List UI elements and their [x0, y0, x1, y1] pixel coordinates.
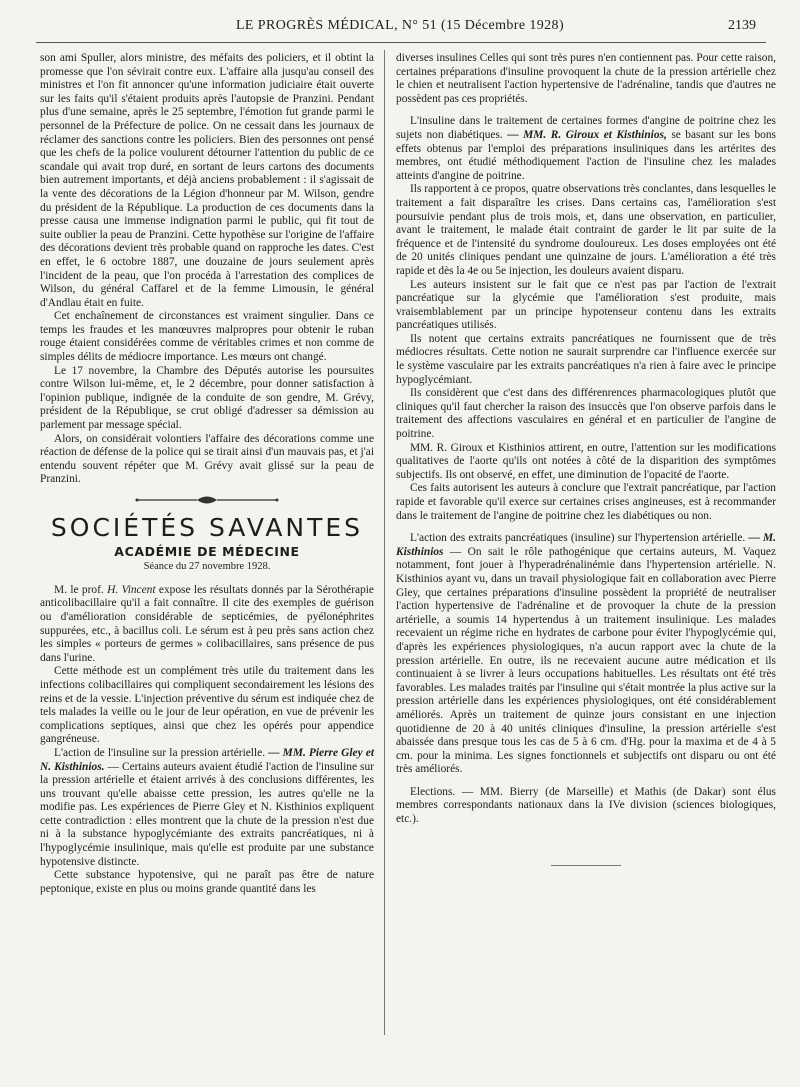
paragraph-vincent: [40, 584, 374, 666]
session-date: Séance du 27 novembre 1928.: [143, 561, 271, 573]
paragraph-body: — On sait le rôle pathogénique que certains auteurs, M. Vaquez notamment, font jouer à l'hyperadrénalinémie dans l'hypertension artérielle. N. Kisthinios ayant vu, dans un travail physiologique fait en collaboration avec Pierre Gley, que certaines préparations d'insuline possèdent la propriété de neutraliser l'action hypertensive de l'adrénaline et de provoquer la chute de la pression artérielle, a soumis 14 hypertendus à un traitement insulinique. Les malades recevaient un régime riche en hydrates de carbone pour éviter l'hypoglycémie qui, d'après les expériences physiologiques, n'a aucun rapport avec la chute de la pression artérielle. En outre, ils ne recevaient aucune autre médication et ils continuaient à se livrer à leurs occupations habituelles. Les résultats ont été très favorables. Les malades traités par l'insuline qui s'était montrée la plus active sur la pression artérielle dans les expériences physiologiques, ont été considérablement améliorés. Après un traitement de quinze jours consistant en une injection quotidienne de 20 à 40 unités cliniques d'insuline, la pression artérielle s'est abaissée dans presque tous les cas de 5 à 6 cm. d'Hg. pour la maxima et de 4 à 5 cm. pour la minima. Les signes fonctionnels et subjectifs ont disparu ou ont été très améliorés.: [396, 545, 776, 776]
author-name: H. Vincent: [107, 583, 156, 596]
paragraph: Ils rapportent à ce propos, quatre observations très conclantes, dans lesquelles le traitement a fait disparaître les crises. Dans certains cas, l'amélioration s'est poursuivie pendant plus de trois mois, et, dans une observation, en particulier, avant le traitement, le malade était contraint de garder le lit par suite de la fréquence et de l'intensité du syndrome douloureux. Les doses employées ont été de 20 unités cliniques pendant une quinzaine de jours. L'amélioration a été très rapide et dès la 4e ou 5e injection, les douleurs avaient disparu.: [396, 183, 776, 277]
paragraph: MM. R. Giroux et Kisthinios attirent, en outre, l'attention sur les modifications qualitatives de l'aorte qu'ils ont notées à côté de la disparition des symptômes subjectifs. Ils ont observé, en effet, une diminution de l'opacité de l'aorte.: [396, 441, 776, 481]
article-heading: L'insuline dans le traitement de certaines formes d'angine de poitrine chez les sujets non diabétiques.: [396, 115, 776, 141]
article-heading: L'action de l'insuline sur la pression artérielle.: [54, 746, 266, 759]
page-number: 2139: [728, 18, 756, 33]
paragraph-angina: [396, 115, 776, 183]
paragraph: Ces faits autorisent les auteurs à conclure que l'extrait pancréatique, par l'action rapide et favorable qu'il exerce sur certaines crises angineuses, est à recommander dans le traitement de l'angine de poitrine chez les diabétiques ou non.: [396, 482, 776, 522]
paragraph-body: — Certains auteurs avaient étudié l'action de l'insuline sur la pression artérielle et étaient arrivés à des conclusions différentes, les uns trouvant qu'elle abaisse cette pression, les autres qu'elle ne la modifie pas. Les expériences de Pierre Gley et N. Kisthinios expliquent cette contradiction : elles montrent que la chute de la pression n'est due ni à la substance hypoglycémiante des extraits pancréatiques, ni à l'hypoglycémie insulinique, mais qu'elle est produite par une substance hypotensive distincte.: [40, 760, 374, 868]
ornamental-flourish: [132, 493, 282, 507]
paragraph: Ils notent que certains extraits pancréatiques ne fournissent que de très médiocres résultats. Cette notion ne saurait surprendre car l'influence exercée sur le système vasculaire par les extraits pancréatiques n'a rien à faire avec le principe hypoglycémiant.: [396, 332, 776, 386]
paragraph: Le 17 novembre, la Chambre des Députés autorise les poursuites contre Wilson lui-même, et, le 2 décembre, pour donner satisfaction à l'opinion publique, indignée de la conduite de son gendre, M. Grévy, président de la République, se crut obligé d'adresser sa démission au parlement par message spécial.: [40, 364, 374, 432]
paragraph-elections: Elections. — MM. Bierry (de Marseille) et Mathis (de Dakar) sont élus membres correspondants nationaux dans la IVe division (sciences biologiques, etc.).: [396, 785, 776, 826]
academy-heading: ACADÉMIE DE MÉDECINE: [114, 543, 300, 559]
section-title: SOCIÉTÉS SAVANTES: [50, 513, 364, 542]
lead-text: M. le prof.: [54, 583, 104, 596]
paragraph: Les auteurs insistent sur le fait que ce n'est pas par l'action de l'extrait pancréatique sur la glycémie que l'amélioration s'est produite, mais vraisemblablement par un principe hypotenseur contenu dans les extraits pancréatiques utilisés.: [396, 278, 776, 332]
paragraph-body: se basant sur les bons effets obtenus par l'emploi des préparations insuliniques dans les artérites des membres, ont étudié méthodiquement l'action de l'insuline chez les malades atteints d'angine de poitrine.: [396, 128, 776, 182]
paragraph: diverses insulines Celles qui sont très pures n'en contiennent pas. Pour cette raison, certaines préparations d'insuline provoquent la chute de la pression artérielle chez le chien et neutralisent l'action hypertensive de l'adrénaline, tandis que d'autres ne possèdent pas ces propriétés.: [396, 52, 776, 105]
paragraph: Ils considèrent que c'est dans des différenrences pharmacologiques plutôt que cliniques qu'il faut chercher la raison des insuccès que l'on observe parfois dans le traitement des affections vasculaires en général et en particulier de l'angine de poitrine.: [396, 387, 776, 441]
paragraph: Cette méthode est un complément très utile du traitement dans les infections colibacillaires qui compliquent secondairement les lésions des reins et de la vessie. L'injection préventive du sérum est indiquée chez de tels malades la veille ou le jour de leur opération, en vue de prévenir les complications septiques, ainsi que chez les opérés pour appendice gangréneuse.: [40, 665, 374, 746]
paragraph: Alors, on considérait volontiers l'affaire des décorations comme une réaction de défense de la police qui se tirait ainsi d'un mauvais pas, et j'ai entendu souvent répéter que M. Grévy avait glissé sur la peau de Pranzini.: [40, 432, 374, 486]
paragraph: Cette substance hypotensive, qui ne paraît pas être de nature peptonique, existe en plus ou moins grande quantité dans les: [40, 869, 374, 895]
paragraph: son ami Spuller, alors ministre, des méfaits des policiers, et il obtint la promesse que l'on sévirait contre eux. L'affaire alla jusqu'au conseil des ministres et l'on fit annoncer qu'une information judiciaire était ouverte sur les faits qu'il s'étaient produits après l'autopsie de Pranzini. Pendant plus d'une semaine, après le 25 septembre, l'émotion fut grande parmi le personnel de la Préfecture de police. On ne cessait dans les journaux de réclamer des sanctions contre les policiers. Bien des personnes ont pensé que les chefs de la police voulurent détourner l'attention du public de ce scandale qui avait trop duré, en sortant de leurs cartons des documents bien autrement importants, et déjà anciens probablement : il s'agissait de la vente des décorations de la Légion d'honneur par M. Wilson, gendre du président de la République. La production de ces documents dans la presse causa une immense indignation parmi le public, qui fit tout de suite oublier la peau de Pranzini. Cette hypothèse sur l'origine de l'affaire des décorations devient très probable quand on rapproche les dates. C'est en effet, le 6 octobre 1887, une douzaine de jours seulement après l'incident de la peau, que l'on procéda à l'arrestation des complices de Wilson, du général Caffarel et de la femme Limousin, le général d'Andlau était en fuite.: [40, 52, 374, 309]
right-column: [396, 52, 776, 866]
running-header: [0, 18, 800, 44]
article-heading: L'action des extraits pancréatiques (insuline) sur l'hypertension artérielle.: [410, 532, 746, 545]
paragraph-body: expose les résultats donnés par la Sérothérapie anticolibacillaire qu'il a fait connaître. Il cite des exemples de guérison ou d'amélioration considérable de septicémies, de pyélonéphrites suppurées, etc., à bacillus coli. Le sérum est à peu près sans action chez les simples « porteurs de germes » colibacillaires, sans présence de pus dans l'urine.: [40, 583, 374, 664]
end-rule: [551, 865, 621, 866]
paragraph-hypertension: [396, 532, 776, 777]
header-rule: [36, 42, 766, 43]
author-names: — M. Kisthinios: [396, 532, 776, 558]
paragraph: Cet enchaînement de circonstances est vraiment singulier. Dans ce temps les fraudes et les manœuvres malpropres pour obtenir le ruban rouge étaient considérées comme de véritables crimes et non comme de simples délits de médiocre importance. Les mœurs ont changé.: [40, 310, 374, 364]
left-column: [40, 52, 374, 896]
author-names: — MM. Pierre Gley et N. Kisthinios.: [40, 746, 374, 773]
journal-header-title: LE PROGRÈS MÉDICAL, N° 51 (15 Décembre 1928): [235, 18, 565, 33]
paragraph-insulin-pressure: [40, 747, 374, 869]
author-names: — MM. R. Giroux et Kisthinios,: [507, 128, 667, 141]
column-divider: [384, 50, 385, 1035]
